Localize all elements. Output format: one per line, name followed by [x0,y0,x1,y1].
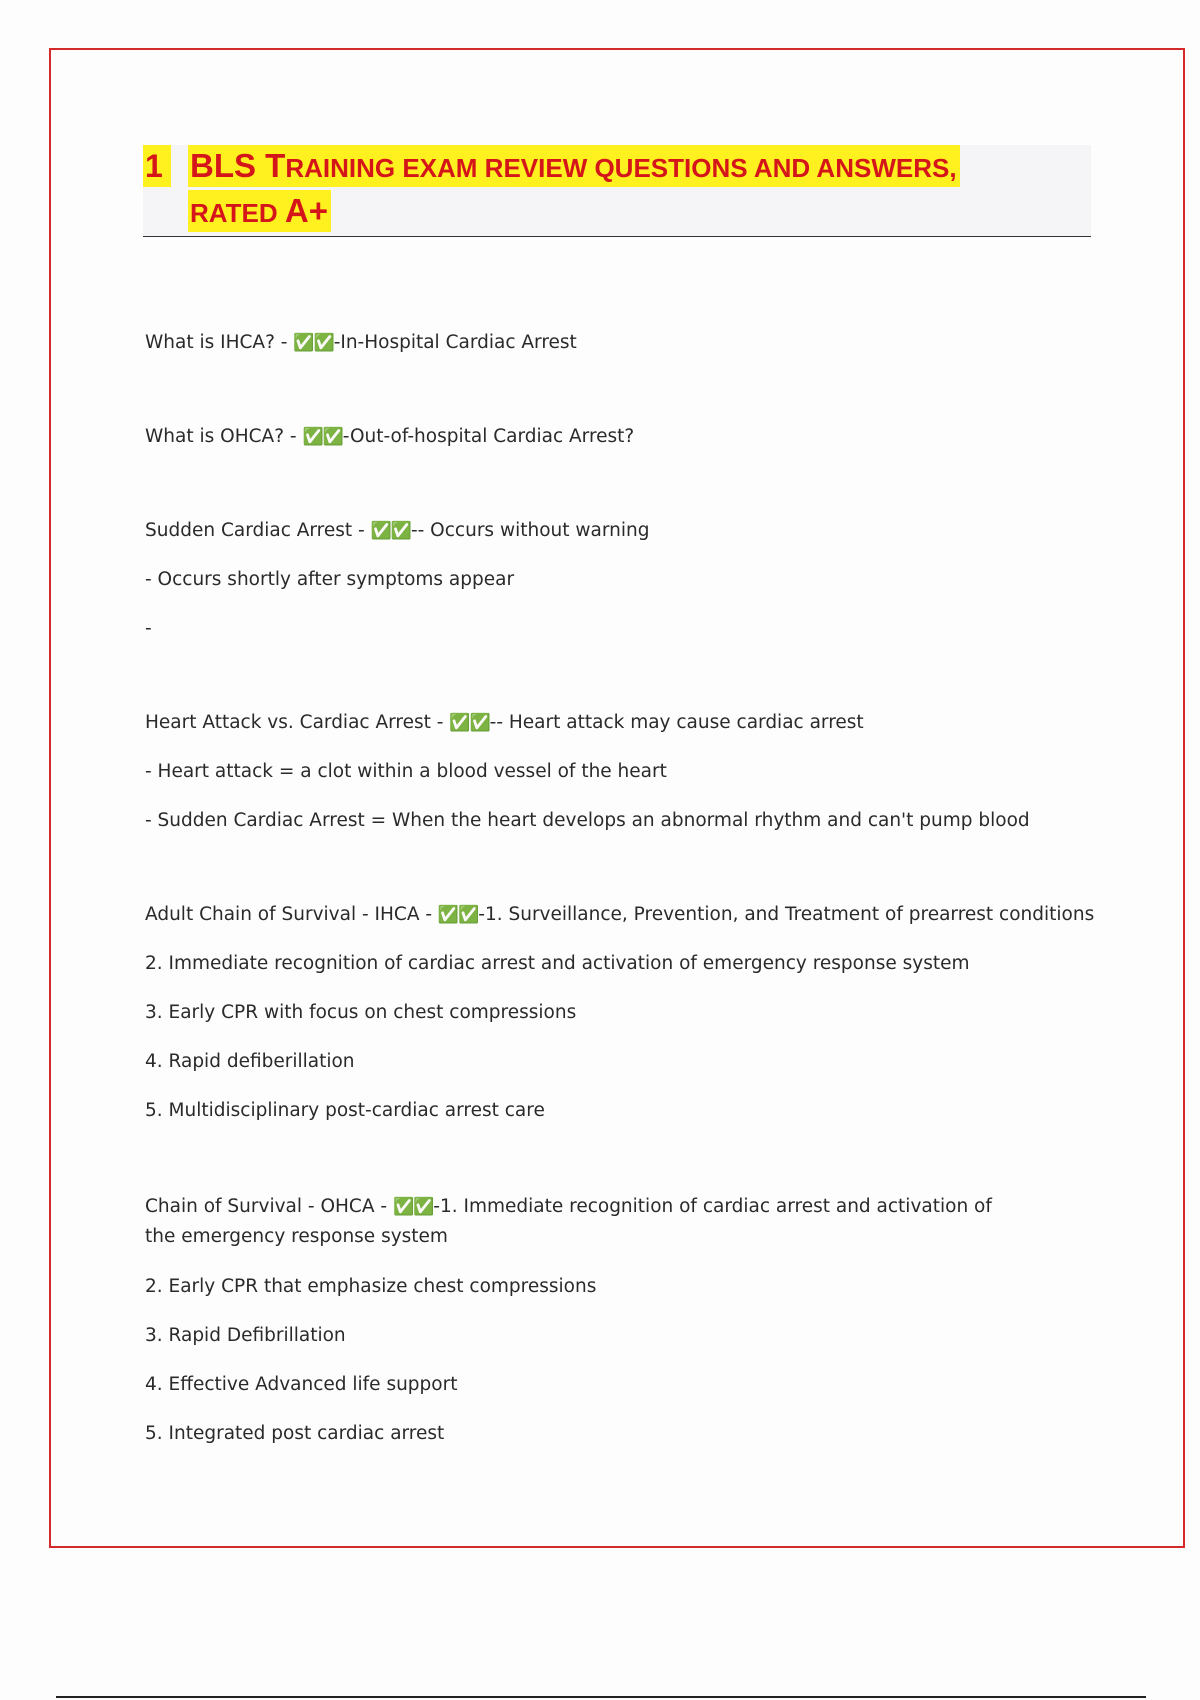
answer-line: - Occurs shortly after symptoms appear [145,569,515,590]
answer-line: - Heart attack = a clot within a blood vessel of the heart [145,761,667,782]
answer-line: 4. Effective Advanced life support [145,1374,458,1395]
checkmark-icon: ✅✅ [449,713,490,733]
answer-line: 3. Rapid Defibrillation [145,1325,346,1346]
checkmark-icon: ✅✅ [370,521,411,541]
qa-item-heart-attack-vs-cardiac-arrest: Heart Attack vs. Cardiac Arrest - ✅✅-- Heart attack may cause cardiac arrest [145,712,864,733]
qa-item-ohca: What is OHCA? - ✅✅-Out-of-hospital Cardiac Arrest? [145,426,635,447]
document-title [143,145,1091,237]
answer-line: 2. Immediate recognition of cardiac arrest and activation of emergency response system [145,953,970,974]
checkmark-icon: ✅✅ [392,1197,434,1217]
checkmark-icon: ✅✅ [302,427,343,447]
title-line-2: RATED A+ [188,190,331,232]
answer-line: 4. Rapid defiberillation [145,1051,355,1072]
page-divider [56,1696,1146,1698]
qa-item-adult-chain-ihca: Adult Chain of Survival - IHCA - ✅✅-1. Surveillance, Prevention, and Treatment of prearrest conditions [145,904,1095,925]
answer-line: - Sudden Cardiac Arrest = When the heart develops an abnormal rhythm and can't pump blood [145,810,1030,831]
qa-item-sudden-cardiac-arrest: Sudden Cardiac Arrest - ✅✅-- Occurs without warning [145,520,650,541]
checkmark-icon: ✅✅ [293,333,334,353]
checkmark-icon: ✅✅ [437,905,479,925]
answer-line: 3. Early CPR with focus on chest compressions [145,1002,577,1023]
qa-item-chain-ohca: Chain of Survival - OHCA - ✅✅-1. Immediate recognition of cardiac arrest and activation of the emergency response system [145,1196,992,1247]
title-line-1: BLS TRAINING EXAM REVIEW QUESTIONS AND ANSWERS, [188,145,960,187]
answer-line: 5. Integrated post cardiac arrest [145,1423,445,1444]
answer-line: 5. Multidisciplinary post-cardiac arrest care [145,1100,545,1121]
qa-item-ihca: What is IHCA? - ✅✅-In-Hospital Cardiac Arrest [145,332,577,353]
qa-list [145,330,1145,1470]
answer-line: - [145,618,152,639]
answer-line: 2. Early CPR that emphasize chest compressions [145,1276,597,1297]
title-number: 1 [143,145,171,187]
